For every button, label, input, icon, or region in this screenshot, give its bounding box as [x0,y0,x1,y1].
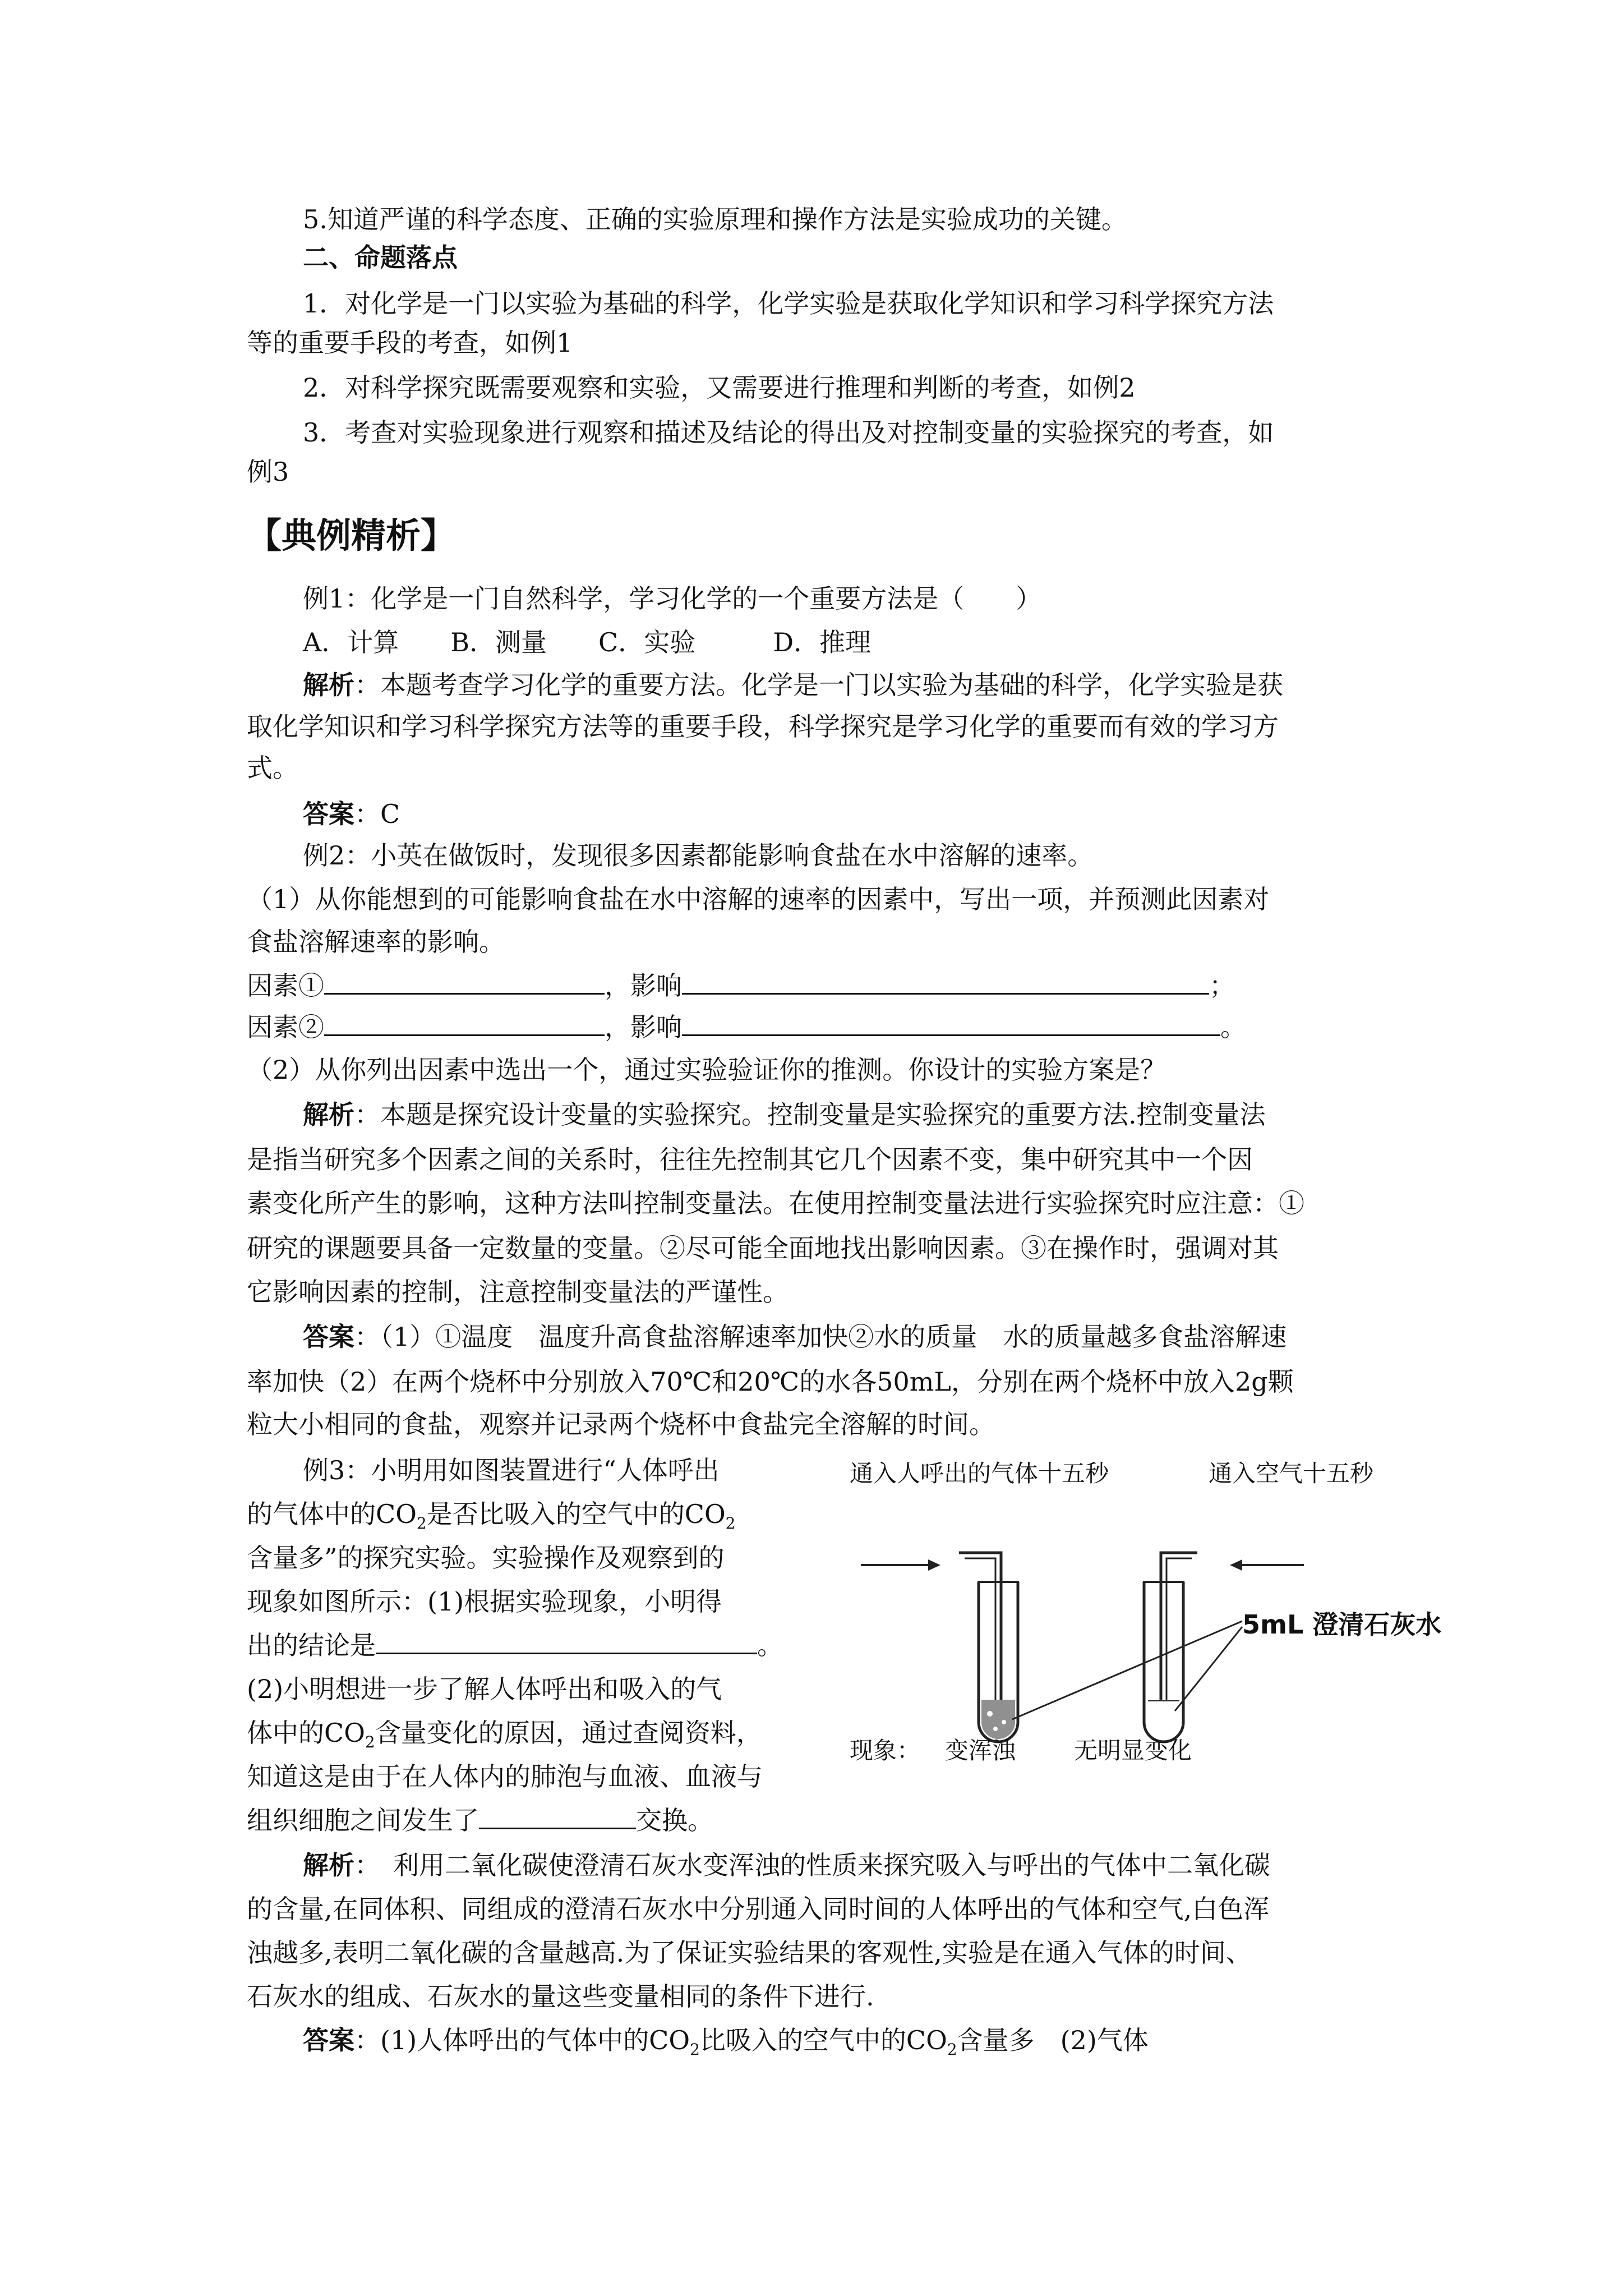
section-title: 【典例精析】 [247,515,456,556]
para-line [247,1805,713,1836]
observation-label: 现象： [850,1737,921,1764]
text-run: 含量变化的原因，通过查阅资料， [375,1718,762,1748]
answer-blank[interactable] [682,970,1209,995]
para-line: 素变化所产生的影响，这种方法叫控制变量法。在使用控制变量法进行实验探究时应注意：① [247,1188,1304,1218]
para-line [247,1499,736,1533]
punct: 。 [757,1630,783,1660]
answer-blank[interactable] [479,1805,636,1829]
text-run: 是否比吸入的空气中的CO [426,1499,726,1529]
para-line [247,1630,783,1661]
para-line: 它影响因素的控制，注意控制变量法的严谨性。 [247,1277,789,1307]
para-line: 研究的课题要具备一定数量的变量。②尽可能全面地找出影响因素。③在操作时，强调对其 [247,1233,1279,1263]
effect-label: ，影响 [605,970,682,1001]
fill-line-factor-2 [247,1012,1246,1043]
para-line: 等的重要手段的考查，如例1 [247,328,573,358]
question-ex2: 例2：小英在做饭时，发现很多因素都能影响食盐在水中溶解的速率。 [303,840,1094,871]
para-line: 是指当研究多个因素之间的关系时，往往先控制其它几个因素不变，集中研究其中一个因 [247,1144,1253,1175]
section-heading: 二、命题落点 [303,242,458,273]
text-run: 出的结论是 [247,1630,376,1660]
observation-left: 变浑浊 [945,1737,1016,1764]
analysis-text: ： 利用二氧化碳使澄清石灰水变浑浊的性质来探究吸入与呼出的气体中二氧化碳 [354,1850,1270,1880]
para-line: （2）从你列出因素中选出一个，通过实验验证你的推测。你设计的实验方案是？ [247,1055,1166,1085]
answer-3 [303,2025,1149,2059]
para-line: 取化学知识和学习科学探究方法等的重要手段，科学探究是学习化学的重要而有效的学习方 [247,711,1279,742]
subscript: 2 [947,2040,957,2059]
answer-1 [303,799,400,830]
para-line: 浊越多,表明二氧化碳的含量越高.为了保证实验结果的客观性,实验是在通入气体的时间、 [247,1938,1252,1968]
para-line: 石灰水的组成、石灰水的量这些变量相同的条件下进行. [247,1981,874,2012]
figure-label-air: 通入空气十五秒 [1209,1460,1374,1487]
question-ex1: 例1：化学是一门自然科学，学习化学的一个重要方法是（ ） [303,583,1042,614]
para-line: 含量多”的探究实验。实验操作及观察到的 [247,1543,725,1573]
analysis-text: ：本题考查学习化学的重要方法。化学是一门以实验为基础的科学，化学实验是获 [354,670,1283,700]
answer-2 [303,1322,1287,1352]
para-line: 1．对化学是一门以实验为基础的科学，化学实验是获取化学知识和学习科学探究方法 [303,288,1274,319]
pointer-line [1175,1627,1242,1711]
text-run: ：(1)人体呼出的气体中的CO [354,2025,690,2055]
subscript: 2 [725,1514,736,1533]
factor-label: 因素① [247,970,324,1001]
analysis-label: 解析 [303,1850,354,1880]
para-line: 2．对科学探究既需要观察和实验，又需要进行推理和判断的考查，如例2 [303,372,1136,403]
text-run: 组织细胞之间发生了 [247,1805,479,1835]
analysis-3 [303,1850,1270,1881]
factor-label: 因素② [247,1012,324,1042]
analysis-label: 解析 [303,670,354,700]
answer-label: 答案 [303,1322,354,1352]
para-line: 的含量,在同体积、同组成的澄清石灰水中分别通入同时间的人体呼出的气体和空气,白色浑 [247,1894,1270,1924]
subscript: 2 [416,1514,427,1533]
question-ex3: 例3：小明用如图装置进行“人体呼出 [303,1455,720,1485]
para-line: 例3 [247,457,289,487]
figure-label-limewater: 5mL 澄清石灰水 [1242,1609,1442,1640]
analysis-1 [303,670,1283,701]
observation-right: 无明显变化 [1074,1737,1192,1764]
para-line: 现象如图所示：(1)根据实验现象，小明得 [247,1586,722,1617]
answer-text: ：（1）①温度 温度升高食盐溶解速率加快②水的质量 水的质量越多食盐溶解速 [354,1322,1287,1352]
subscript: 2 [690,2040,700,2059]
figure-label-exhaled: 通入人呼出的气体十五秒 [850,1460,1109,1487]
answer-label: 答案 [303,799,354,829]
para-line: 式。 [247,753,298,783]
para-line: 率加快（2）在两个烧杯中分别放入70℃和20℃的水各50mL，分别在两个烧杯中放入2g颗 [247,1366,1294,1397]
para-line: 3．考查对实验现象进行观察和描述及结论的得出及对控制变量的实验探究的考查，如 [303,417,1274,448]
para-line: （1）从你能想到的可能影响食盐在水中溶解的速率的因素中，写出一项，并预测此因素对 [247,884,1270,914]
analysis-text: ：本题是探究设计变量的实验探究。控制变量是实验探究的重要方法.控制变量法 [354,1099,1266,1130]
para-line: 食盐溶解速率的影响。 [247,927,505,957]
answer-blank[interactable] [324,970,605,995]
subscript: 2 [365,1733,375,1752]
answer-label: 答案 [303,2025,354,2055]
analysis-2 [303,1099,1266,1130]
para-line: 5.知道严谨的科学态度、正确的实验原理和操作方法是实验成功的关键。 [303,204,1127,234]
answer-blank[interactable] [682,1012,1220,1036]
answer-blank[interactable] [376,1630,757,1654]
arrow-head-icon [1230,1559,1242,1571]
answer-text: ：C [354,799,400,829]
answer-options: A．计算 B．测量 C．实验 D．推理 [303,627,872,657]
fill-line-factor-1 [247,970,1235,1001]
experiment-figure [838,1453,1442,1767]
test-tube-right [1144,1582,1183,1742]
para-line: 知道这是由于在人体内的肺泡与血液、血液与 [247,1761,763,1792]
text-run: 的气体中的CO [247,1499,417,1529]
para-line [247,1718,762,1752]
text-run: 比吸入的空气中的CO [699,2025,947,2055]
text-run: 体中的CO [247,1718,365,1748]
text-run: 交换。 [636,1805,713,1835]
arrow-head-icon [928,1559,940,1571]
answer-blank[interactable] [324,1012,605,1036]
punct: ； [1209,970,1235,1001]
analysis-label: 解析 [303,1099,354,1130]
para-line: 粒大小相同的食盐，观察并记录两个烧杯中食盐完全溶解的时间。 [247,1409,995,1439]
text-run: 含量多 (2)气体 [957,2025,1149,2055]
punct: 。 [1220,1012,1246,1042]
para-line: (2)小明想进一步了解人体呼出和吸入的气 [247,1674,722,1704]
effect-label: ，影响 [605,1012,682,1042]
